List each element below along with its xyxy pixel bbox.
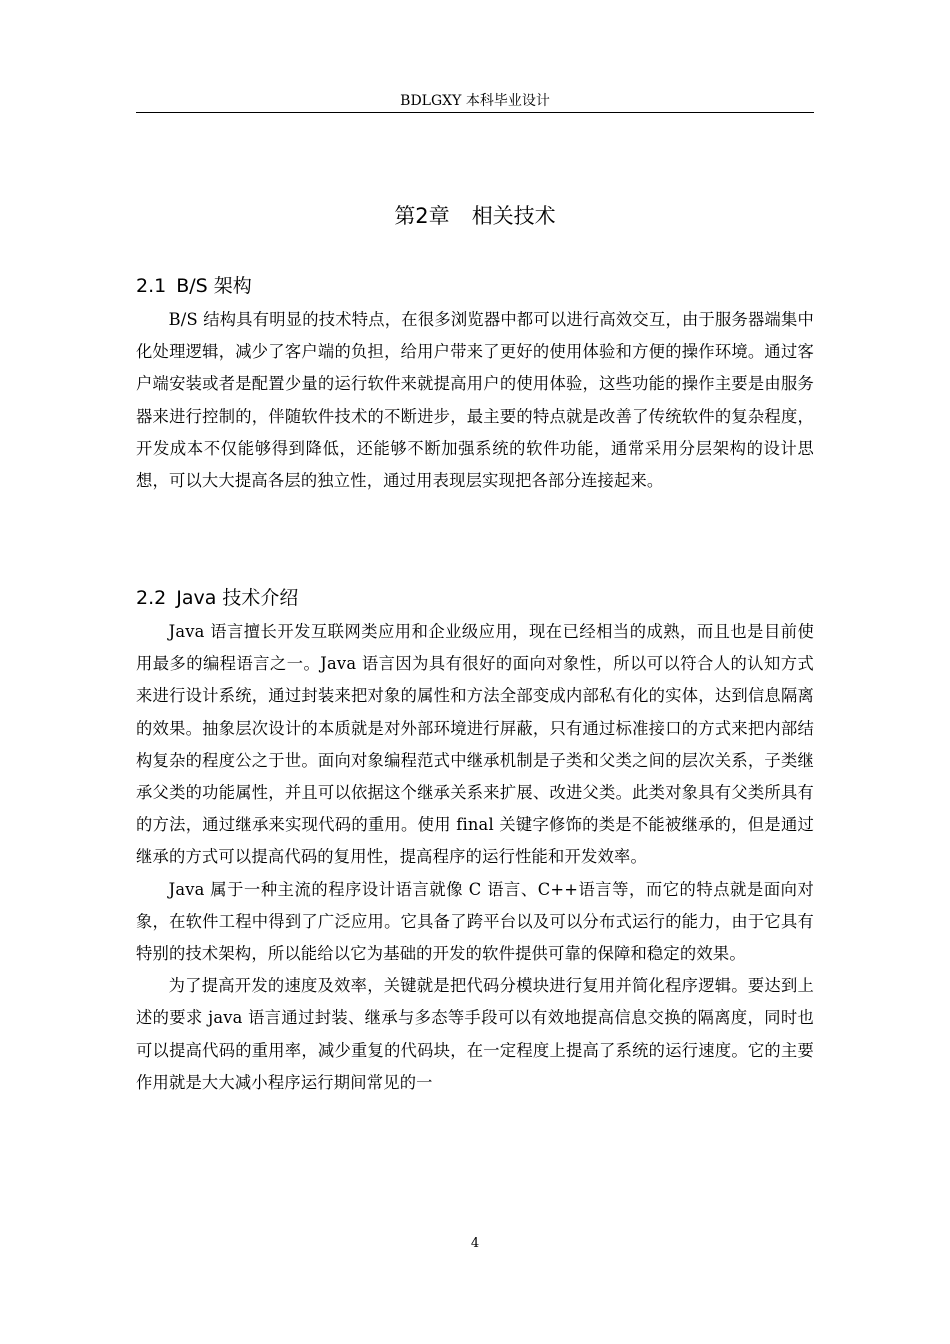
section-title: B/S 架构 (176, 275, 252, 297)
section-title: Java 技术介绍 (176, 587, 299, 609)
paragraph: Java 语言擅长开发互联网类应用和企业级应用，现在已经相当的成熟，而且也是目前使用最多的编程语言之一。Java 语言因为具有很好的面向对象性，所以可以符合人的认知方式来进行设计系统，通过封装来把对象的属性和方法全部变成内部私有化的实体，达到信息隔离的效果。抽象层次设计的本质就是对外部环境进行屏蔽，只有通过标准接口的方式来把内部结构复杂的程度公之于世。面向对象编程范式中继承机制是子类和父类之间的层次关系，子类继承父类的功能属性，并且可以依据这个继承关系来扩展、改进父类。此类对象具有父类所具有的方法，通过继承来实现代码的重用。使用 final 关键字修饰的类是不能被继承的，但是通过继承的方式可以提高代码的复用性，提高程序的运行性能和开发效率。 (136, 622, 814, 867)
section-number: 2.1 (136, 275, 167, 297)
header-rule (136, 112, 814, 113)
paragraph: Java 属于一种主流的程序设计语言就像 C 语言、C++语言等，而它的特点就是面向对象，在软件工程中得到了广泛应用。它具备了跨平台以及可以分布式运行的能力，由于它具有特别的技术架构，所以能给以它为基础的开发的软件提供可靠的保障和稳定的效果。 (136, 879, 814, 964)
page-number: 4 (470, 1236, 480, 1251)
section-2-2 (136, 584, 814, 1099)
paragraph: 为了提高开发的速度及效率，关键就是把代码分模块进行复用并简化程序逻辑。要达到上述的要求 java 语言通过封装、继承与多态等手段可以有效地提高信息交换的隔离度，同时也可以提高代码的重用率，减少重复的代码块，在一定程度上提高了系统的运行速度。它的主要作用就是大大减小程序运行期间常见的一 (136, 976, 814, 1092)
section-heading (136, 584, 814, 612)
chapter-number: 第2章 (394, 204, 450, 228)
section-2-1 (136, 272, 814, 497)
running-header: BDLGXY 本科毕业设计 (400, 93, 550, 109)
section-number: 2.2 (136, 587, 167, 609)
section-heading (136, 272, 814, 300)
paragraph: B/S 结构具有明显的技术特点，在很多浏览器中都可以进行高效交互，由于服务器端集中化处理逻辑，减少了客户端的负担，给用户带来了更好的使用体验和方便的操作环境。通过客户端安装或者是配置少量的运行软件来就提高用户的使用体验，这些功能的操作主要是由服务器来进行控制的，伴随软件技术的不断进步，最主要的特点就是改善了传统软件的复杂程度，开发成本不仅能够得到降低，还能够不断加强系统的软件功能，通常采用分层架构的设计思想，可以大大提高各层的独立性，通过用表现层实现把各部分连接起来。 (136, 310, 814, 491)
chapter-name: 相关技术 (471, 204, 556, 228)
chapter-title (136, 200, 814, 232)
